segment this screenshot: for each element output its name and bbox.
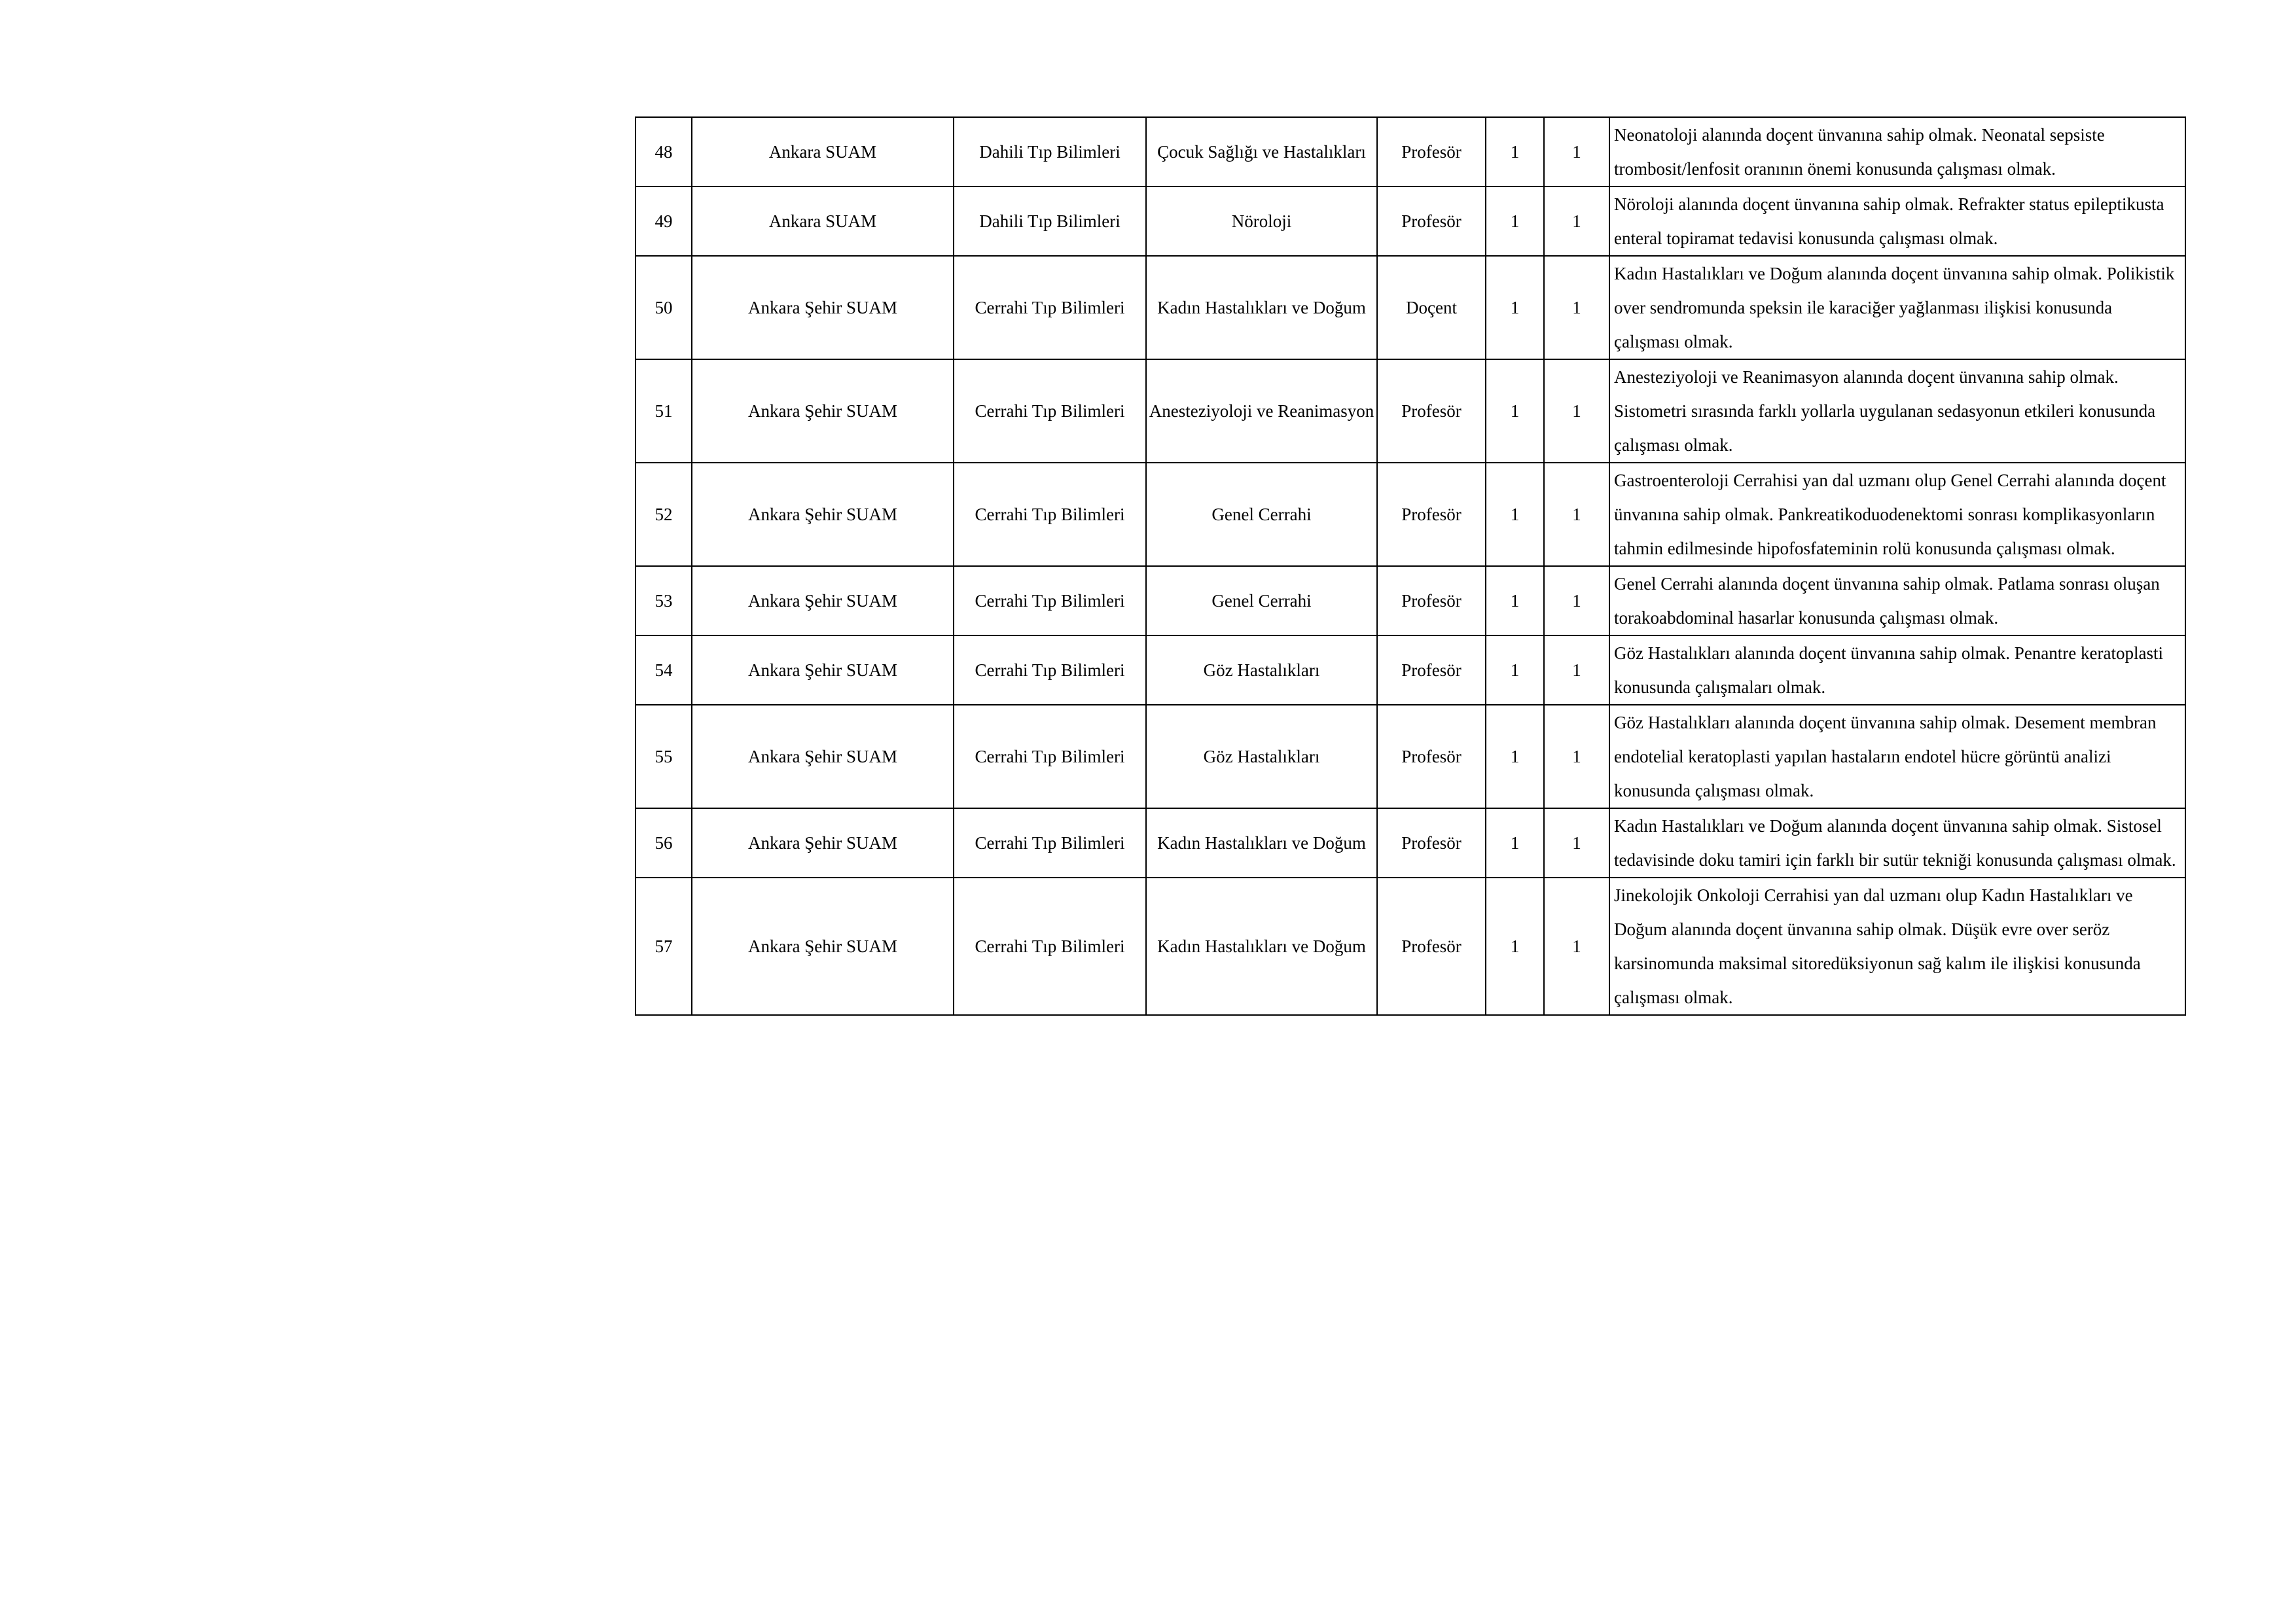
department-cell: Cerrahi Tıp Bilimleri <box>954 359 1146 463</box>
count-b-cell: 1 <box>1544 878 1609 1015</box>
table-row <box>636 635 2185 705</box>
count-a-cell: 1 <box>1486 635 1544 705</box>
specialty-cell: Göz Hastalıkları <box>1146 705 1377 808</box>
title-cell: Profesör <box>1377 463 1486 566</box>
requirement-cell: Jinekolojik Onkoloji Cerrahisi yan dal uzmanı olup Kadın Hastalıkları ve Doğum alanında doçent ünvanına sahip olmak. Düşük evre over seröz karsinomunda maksimal sitoredüksiyonun sağ kalım ile ilişkisi konusunda çalışması olmak. <box>1609 878 2185 1015</box>
count-a-cell: 1 <box>1486 187 1544 256</box>
row-number: 54 <box>636 635 692 705</box>
row-number: 51 <box>636 359 692 463</box>
requirement-cell: Göz Hastalıkları alanında doçent ünvanına sahip olmak. Desement membran endotelial keratoplasti yapılan hastaların endotel hücre görüntü analizi konusunda çalışması olmak. <box>1609 705 2185 808</box>
count-a-cell: 1 <box>1486 808 1544 878</box>
table-row <box>636 705 2185 808</box>
department-cell: Dahili Tıp Bilimleri <box>954 187 1146 256</box>
row-number: 50 <box>636 256 692 359</box>
count-a-cell: 1 <box>1486 359 1544 463</box>
title-cell: Profesör <box>1377 808 1486 878</box>
specialty-cell: Anesteziyoloji ve Reanimasyon <box>1146 359 1377 463</box>
institution-cell: Ankara Şehir SUAM <box>692 705 954 808</box>
count-a-cell: 1 <box>1486 566 1544 635</box>
table-row <box>636 117 2185 187</box>
count-b-cell: 1 <box>1544 566 1609 635</box>
table-row <box>636 187 2185 256</box>
requirement-cell: Anesteziyoloji ve Reanimasyon alanında doçent ünvanına sahip olmak. Sistometri sırasında farklı yollarla uygulanan sedasyonun etkileri konusunda çalışması olmak. <box>1609 359 2185 463</box>
faculty-positions-table <box>635 116 2186 1016</box>
count-a-cell: 1 <box>1486 256 1544 359</box>
row-number: 48 <box>636 117 692 187</box>
count-a-cell: 1 <box>1486 463 1544 566</box>
specialty-cell: Göz Hastalıkları <box>1146 635 1377 705</box>
table-row <box>636 808 2185 878</box>
specialty-cell: Genel Cerrahi <box>1146 463 1377 566</box>
requirement-cell: Gastroenteroloji Cerrahisi yan dal uzmanı olup Genel Cerrahi alanında doçent ünvanına sahip olmak. Pankreatikoduodenektomi sonrası komplikasyonların tahmin edilmesinde hipofosfateminin rolü konusunda çalışması olmak. <box>1609 463 2185 566</box>
institution-cell: Ankara SUAM <box>692 187 954 256</box>
institution-cell: Ankara Şehir SUAM <box>692 463 954 566</box>
specialty-cell: Genel Cerrahi <box>1146 566 1377 635</box>
table-row <box>636 566 2185 635</box>
institution-cell: Ankara Şehir SUAM <box>692 359 954 463</box>
table-row <box>636 463 2185 566</box>
table-row <box>636 878 2185 1015</box>
title-cell: Doçent <box>1377 256 1486 359</box>
row-number: 57 <box>636 878 692 1015</box>
institution-cell: Ankara Şehir SUAM <box>692 256 954 359</box>
title-cell: Profesör <box>1377 359 1486 463</box>
row-number: 49 <box>636 187 692 256</box>
table-row <box>636 359 2185 463</box>
specialty-cell: Kadın Hastalıkları ve Doğum <box>1146 878 1377 1015</box>
department-cell: Dahili Tıp Bilimleri <box>954 117 1146 187</box>
institution-cell: Ankara Şehir SUAM <box>692 635 954 705</box>
count-a-cell: 1 <box>1486 878 1544 1015</box>
requirement-cell: Neonatoloji alanında doçent ünvanına sahip olmak. Neonatal sepsiste trombosit/lenfosit oranının önemi konusunda çalışması olmak. <box>1609 117 2185 187</box>
count-b-cell: 1 <box>1544 635 1609 705</box>
row-number: 56 <box>636 808 692 878</box>
department-cell: Cerrahi Tıp Bilimleri <box>954 705 1146 808</box>
department-cell: Cerrahi Tıp Bilimleri <box>954 808 1146 878</box>
requirement-cell: Nöroloji alanında doçent ünvanına sahip olmak. Refrakter status epileptikusta enteral topiramat tedavisi konusunda çalışması olmak. <box>1609 187 2185 256</box>
count-b-cell: 1 <box>1544 705 1609 808</box>
count-b-cell: 1 <box>1544 808 1609 878</box>
count-a-cell: 1 <box>1486 117 1544 187</box>
department-cell: Cerrahi Tıp Bilimleri <box>954 566 1146 635</box>
count-b-cell: 1 <box>1544 187 1609 256</box>
department-cell: Cerrahi Tıp Bilimleri <box>954 256 1146 359</box>
requirement-cell: Göz Hastalıkları alanında doçent ünvanına sahip olmak. Penantre keratoplasti konusunda çalışmaları olmak. <box>1609 635 2185 705</box>
row-number: 53 <box>636 566 692 635</box>
row-number: 55 <box>636 705 692 808</box>
specialty-cell: Kadın Hastalıkları ve Doğum <box>1146 808 1377 878</box>
table-row <box>636 256 2185 359</box>
count-b-cell: 1 <box>1544 463 1609 566</box>
count-a-cell: 1 <box>1486 705 1544 808</box>
title-cell: Profesör <box>1377 187 1486 256</box>
title-cell: Profesör <box>1377 878 1486 1015</box>
institution-cell: Ankara Şehir SUAM <box>692 566 954 635</box>
department-cell: Cerrahi Tıp Bilimleri <box>954 463 1146 566</box>
requirement-cell: Kadın Hastalıkları ve Doğum alanında doçent ünvanına sahip olmak. Sistosel tedavisinde doku tamiri için farklı bir sutür tekniği konusunda çalışması olmak. <box>1609 808 2185 878</box>
specialty-cell: Çocuk Sağlığı ve Hastalıkları <box>1146 117 1377 187</box>
institution-cell: Ankara Şehir SUAM <box>692 878 954 1015</box>
department-cell: Cerrahi Tıp Bilimleri <box>954 635 1146 705</box>
count-b-cell: 1 <box>1544 359 1609 463</box>
institution-cell: Ankara SUAM <box>692 117 954 187</box>
title-cell: Profesör <box>1377 635 1486 705</box>
specialty-cell: Kadın Hastalıkları ve Doğum <box>1146 256 1377 359</box>
institution-cell: Ankara Şehir SUAM <box>692 808 954 878</box>
department-cell: Cerrahi Tıp Bilimleri <box>954 878 1146 1015</box>
requirement-cell: Genel Cerrahi alanında doçent ünvanına sahip olmak. Patlama sonrası oluşan torakoabdominal hasarlar konusunda çalışması olmak. <box>1609 566 2185 635</box>
specialty-cell: Nöroloji <box>1146 187 1377 256</box>
count-b-cell: 1 <box>1544 256 1609 359</box>
count-b-cell: 1 <box>1544 117 1609 187</box>
title-cell: Profesör <box>1377 117 1486 187</box>
row-number: 52 <box>636 463 692 566</box>
requirement-cell: Kadın Hastalıkları ve Doğum alanında doçent ünvanına sahip olmak. Polikistik over sendromunda speksin ile karaciğer yağlanması ilişkisi konusunda çalışması olmak. <box>1609 256 2185 359</box>
title-cell: Profesör <box>1377 705 1486 808</box>
title-cell: Profesör <box>1377 566 1486 635</box>
